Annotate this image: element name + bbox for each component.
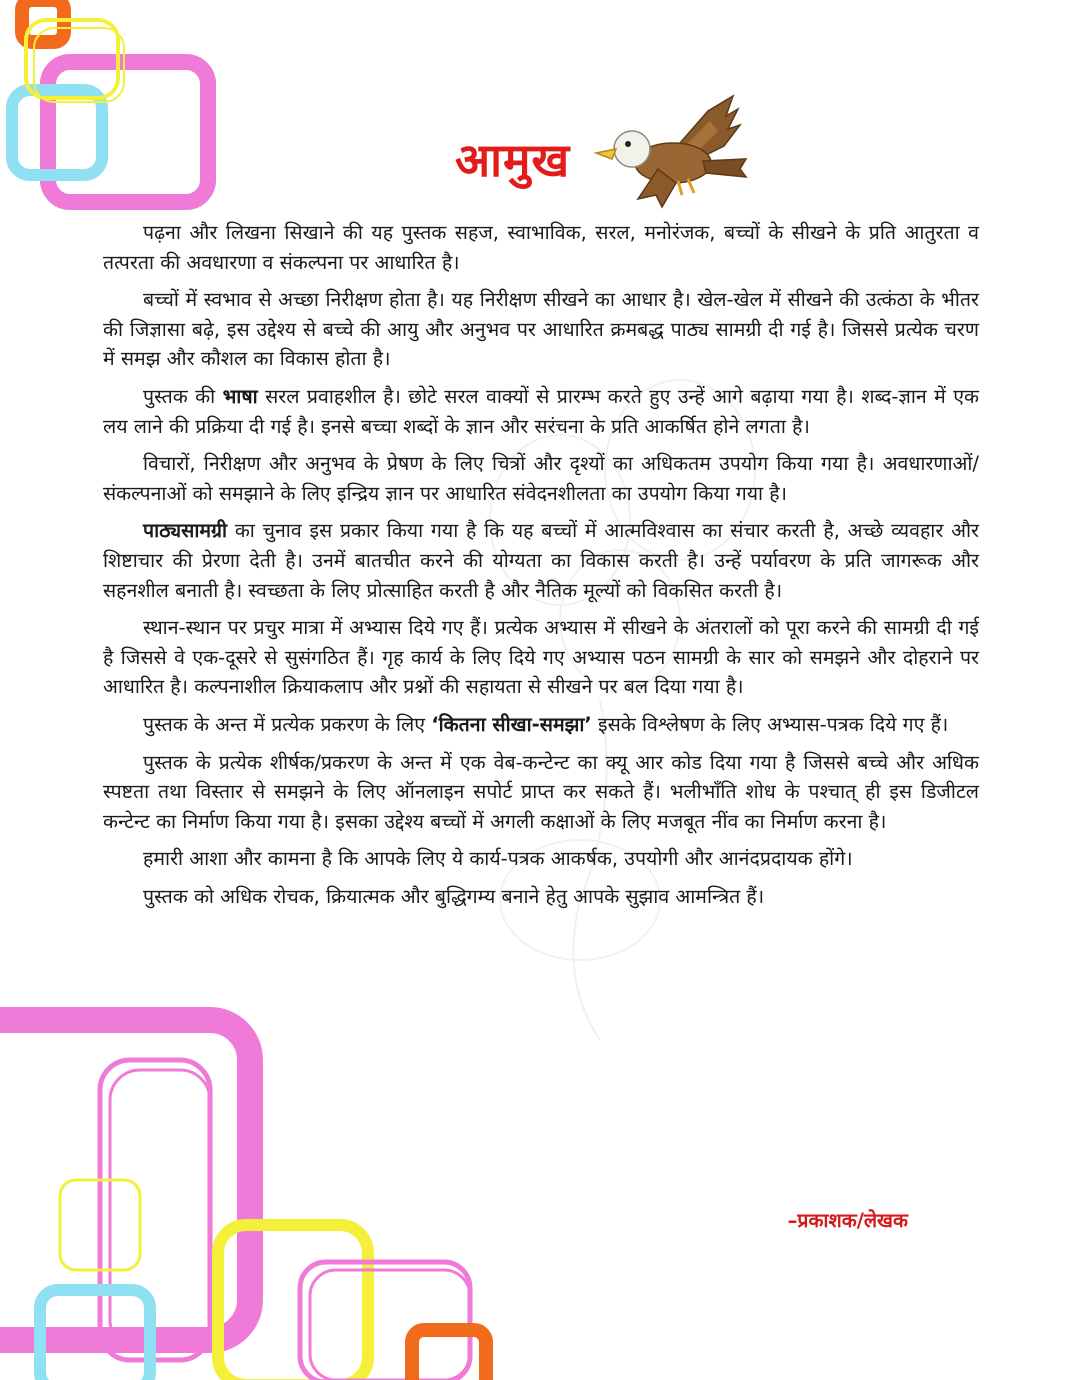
paragraph-text: का चुनाव इस प्रकार किया गया है कि यह बच्चों में आत्मविश्वास का संचार करती है, अच्छे व्यवहार और शिष्टाचार की प्रेरणा देती है। उनमें बातचीत करने की योग्यता का विकास करती है। उन्हें पर्यावरण के प्रति जागरूक और सहनशील बनाती है। स्वच्छता के लिए प्रोत्साहित करती है और नैतिक मूल्यों को विकसित करती है। bbox=[103, 519, 979, 602]
paragraph: हमारी आशा और कामना है कि आपके लिए ये कार्य-पत्रक आकर्षक, उपयोगी और आनंदप्रदायक होंगे। bbox=[143, 847, 853, 871]
paragraph-text: सरल प्रवाहशील है। छोटे सरल वाक्यों से प्रारम्भ करते हुए उन्हें आगे बढ़ाया गया है। शब्द-ज्ञान में एक लय लाने की प्रक्रिया दी गई है। इनसे बच्चा शब्दों के ज्ञान और सरंचना के प्रति आकर्षित होने लगता है। bbox=[103, 384, 979, 438]
emphasis-text: भाषा bbox=[222, 384, 258, 408]
paragraph: विचारों, निरीक्षण और अनुभव के प्रेषण के लिए चित्रों और दृश्यों का अधिकतम उपयोग किया गया है। अवधारणाओं/संकल्पनाओं को समझाने के लिए इन्द्रिय ज्ञान पर आधारित संवेदनशीलता का उपयोग किया गया है। bbox=[103, 452, 979, 505]
paragraph: बच्चों में स्वभाव से अच्छा निरीक्षण होता है। यह निरीक्षण सीखने का आधार है। खेल-खेल में सीखने की उत्कंठा के भीतर की जिज्ञासा बढ़े, इस उद्देश्य से बच्चे की आयु और अनुभव पर आधारित क्रमबद्ध पाठ्य सामग्री दी गई है। जिससे प्रत्येक चरण में समझ और कौशल का विकास होता है। bbox=[103, 288, 979, 371]
paragraph: पुस्तक के प्रत्येक शीर्षक/प्रकरण के अन्त में एक वेब-कन्टेन्ट का क्यू आर कोड दिया गया है जिससे बच्चे और अधिक स्पष्टता तथा विस्तार से समझने के लिए ऑनलाइन सपोर्ट प्राप्त कर सकते हैं। भलीभाँति शोध के पश्चात् ही इस डिजीटल कन्टेन्ट का निर्माण किया गया है। इसका उद्देश्य बच्चों में अगली कक्षाओं के लिए मजबूत नींव का निर्माण करना है। bbox=[103, 750, 979, 833]
emphasis-text: ‘कितना सीखा-समझा’ bbox=[431, 712, 592, 736]
foreword-body bbox=[103, 218, 979, 919]
signature: –प्रकाशक/लेखक bbox=[787, 1209, 908, 1232]
paragraph bbox=[103, 382, 979, 441]
paragraph bbox=[103, 516, 979, 605]
eagle-icon bbox=[578, 91, 748, 211]
title-row bbox=[455, 120, 748, 200]
paragraph bbox=[103, 710, 979, 740]
paragraph-text: इसके विश्लेषण के लिए अभ्यास-पत्रक दिये गए हैं। bbox=[591, 712, 949, 736]
paragraph-text: पुस्तक के अन्त में प्रत्येक प्रकरण के लिए bbox=[143, 712, 432, 736]
paragraph: स्थान-स्थान पर प्रचुर मात्रा में अभ्यास दिये गए हैं। प्रत्येक अभ्यास में सीखने के अंतरालों को पूरा करने की सामग्री दी गई है जिससे वे एक-दूसरे से सुसंगठित हैं। गृह कार्य के लिए दिये गए अभ्यास पठन सामग्री के सार को समझने और दोहराने पर आधारित है। कल्पनाशील क्रियाकलाप और प्रश्नों की सहायता से सीखने पर बल दिया गया है। bbox=[103, 616, 979, 699]
paragraph: पढ़ना और लिखना सिखाने की यह पुस्तक सहज, स्वाभाविक, सरल, मनोरंजक, बच्चों के सीखने के प्रति आतुरता व तत्परता की अवधारणा व संकल्पना पर आधारित है। bbox=[103, 221, 979, 274]
page-title: आमुख bbox=[455, 133, 571, 187]
paragraph: पुस्तक को अधिक रोचक, क्रियात्मक और बुद्धिगम्य बनाने हेतु आपके सुझाव आमन्त्रित हैं। bbox=[143, 884, 765, 908]
emphasis-text: पाठ्यसामग्री bbox=[143, 519, 228, 543]
paragraph-text: पुस्तक की bbox=[143, 384, 223, 408]
